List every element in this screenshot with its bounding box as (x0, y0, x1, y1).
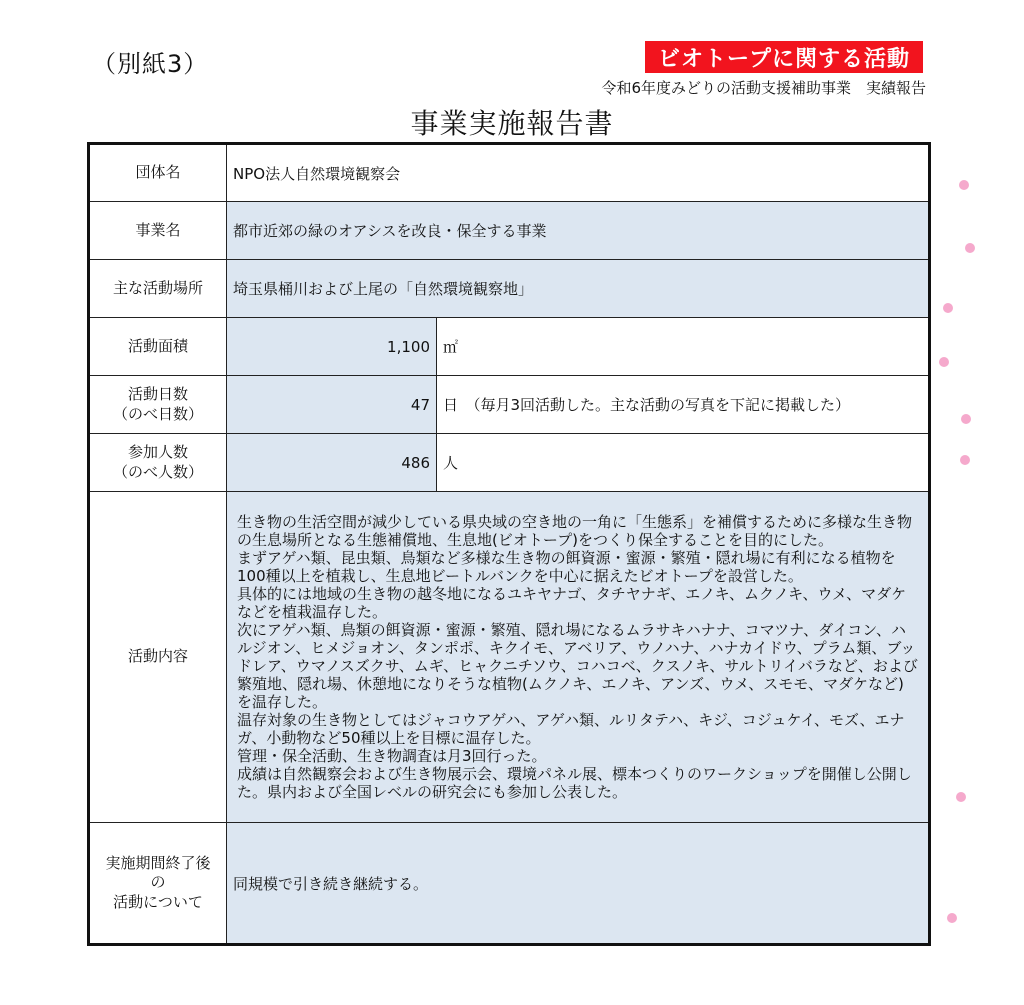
after-value: 同規模で引き続き継続する。 (227, 823, 930, 945)
decor-dot (965, 243, 975, 253)
after-label-line1: 実施期間終了後 (105, 853, 211, 872)
days-label (89, 376, 227, 434)
row-days (89, 376, 930, 434)
people-unit: 人 (437, 434, 930, 492)
people-label-line1: 参加人数 (127, 443, 188, 461)
people-label (89, 434, 227, 492)
decor-dot (956, 792, 966, 802)
area-unit: ㎡ (437, 318, 930, 376)
days-label-line2: （のべ日数） (112, 404, 203, 423)
content-text: 生き物の生活空間が減少している県央域の空き地の一角に「生態系」を補償するために多様な生き物の生息場所となる生態補償地、生息地(ビオトープ)をつくり保全することを目的にした。 まずアゲハ類、昆虫類、鳥類など多様な生き物の餌資源・蜜源・繁殖・隠れ場に有利になる植物を100種以上を植栽し、生息地ビートルバンクを中心に据えたビオトープを設営した。 具体的には地域の生き物の越冬地になるユキヤナゴ、タチヤナギ、エノキ、ムクノキ、ウメ、マダケなどを植栽温存した。 次にアゲハ類、鳥類の餌資源・蜜源・繁殖、隠れ場になるムラサキハナナ、コマツナ、ダイコン、ハルジオン、ヒメジョオン、タンポポ、キクイモ、アベリア、ウノハナ、ハナカイドウ、プラム類、ブッドレア、ウマノスズクサ、ムギ、ヒャクニチソウ、コハコベ、クスノキ、サルトリイバラなど、および繁殖地、隠れ場、休憩地になりそうな植物(ムクノキ、エノキ、アンズ、ウメ、スモモ、マダケなど)を温存した。 温存対象の生き物としてはジャコウアゲハ、アゲハ類、ルリタテハ、キジ、コジュケイ、モズ、エナガ、小動物など50種以上を目標に温存した。 管理・保全活動、生き物調査は月3回行った。 成績は自然観察会および生き物展示会、環境パネル展、標本つくりのワークショップを開催し公開した。県内および全国レベルの研究会にも参加し公表した。 (237, 513, 918, 801)
area-value: 1,100 (227, 318, 437, 376)
place-label: 主な活動場所 (89, 260, 227, 318)
document-title: 事業実施報告書 (410, 107, 614, 140)
days-label-line1: 活動日数 (127, 385, 188, 403)
decor-dot (947, 913, 957, 923)
decor-dot (943, 303, 953, 313)
after-label (89, 823, 227, 945)
decor-dot (961, 414, 971, 424)
row-after (89, 823, 930, 945)
decor-dot (960, 455, 970, 465)
attachment-label: （別紙3） (92, 50, 209, 78)
area-label: 活動面積 (89, 318, 227, 376)
content-label: 活動内容 (89, 492, 227, 823)
people-value: 486 (227, 434, 437, 492)
row-content (89, 492, 930, 823)
report-table (87, 142, 931, 946)
after-label-line2: の (150, 873, 166, 892)
org-value: NPO法人自然環境観察会 (227, 144, 930, 202)
place-value: 埼玉県桶川および上尾の「自然環境観察地」 (227, 260, 930, 318)
project-value: 都市近郊の緑のオアシスを改良・保全する事業 (227, 202, 930, 260)
org-label: 団体名 (89, 144, 227, 202)
days-value: 47 (227, 376, 437, 434)
days-unit: 日 （毎月3回活動した。主な活動の写真を下記に掲載した） (437, 376, 930, 434)
report-subtitle: 令和6年度みどりの活動支援補助事業 実績報告 (601, 79, 926, 97)
row-place (89, 260, 930, 318)
decor-dot (959, 180, 969, 190)
project-label: 事業名 (89, 202, 227, 260)
content-value (227, 492, 930, 823)
row-area (89, 318, 930, 376)
after-label-line3: 活動について (113, 892, 203, 911)
category-badge: ビオトープに関する活動 (645, 41, 923, 73)
people-label-line2: （のべ人数） (112, 462, 203, 481)
row-people (89, 434, 930, 492)
decor-dot (939, 357, 949, 367)
row-organization (89, 144, 930, 202)
row-project (89, 202, 930, 260)
